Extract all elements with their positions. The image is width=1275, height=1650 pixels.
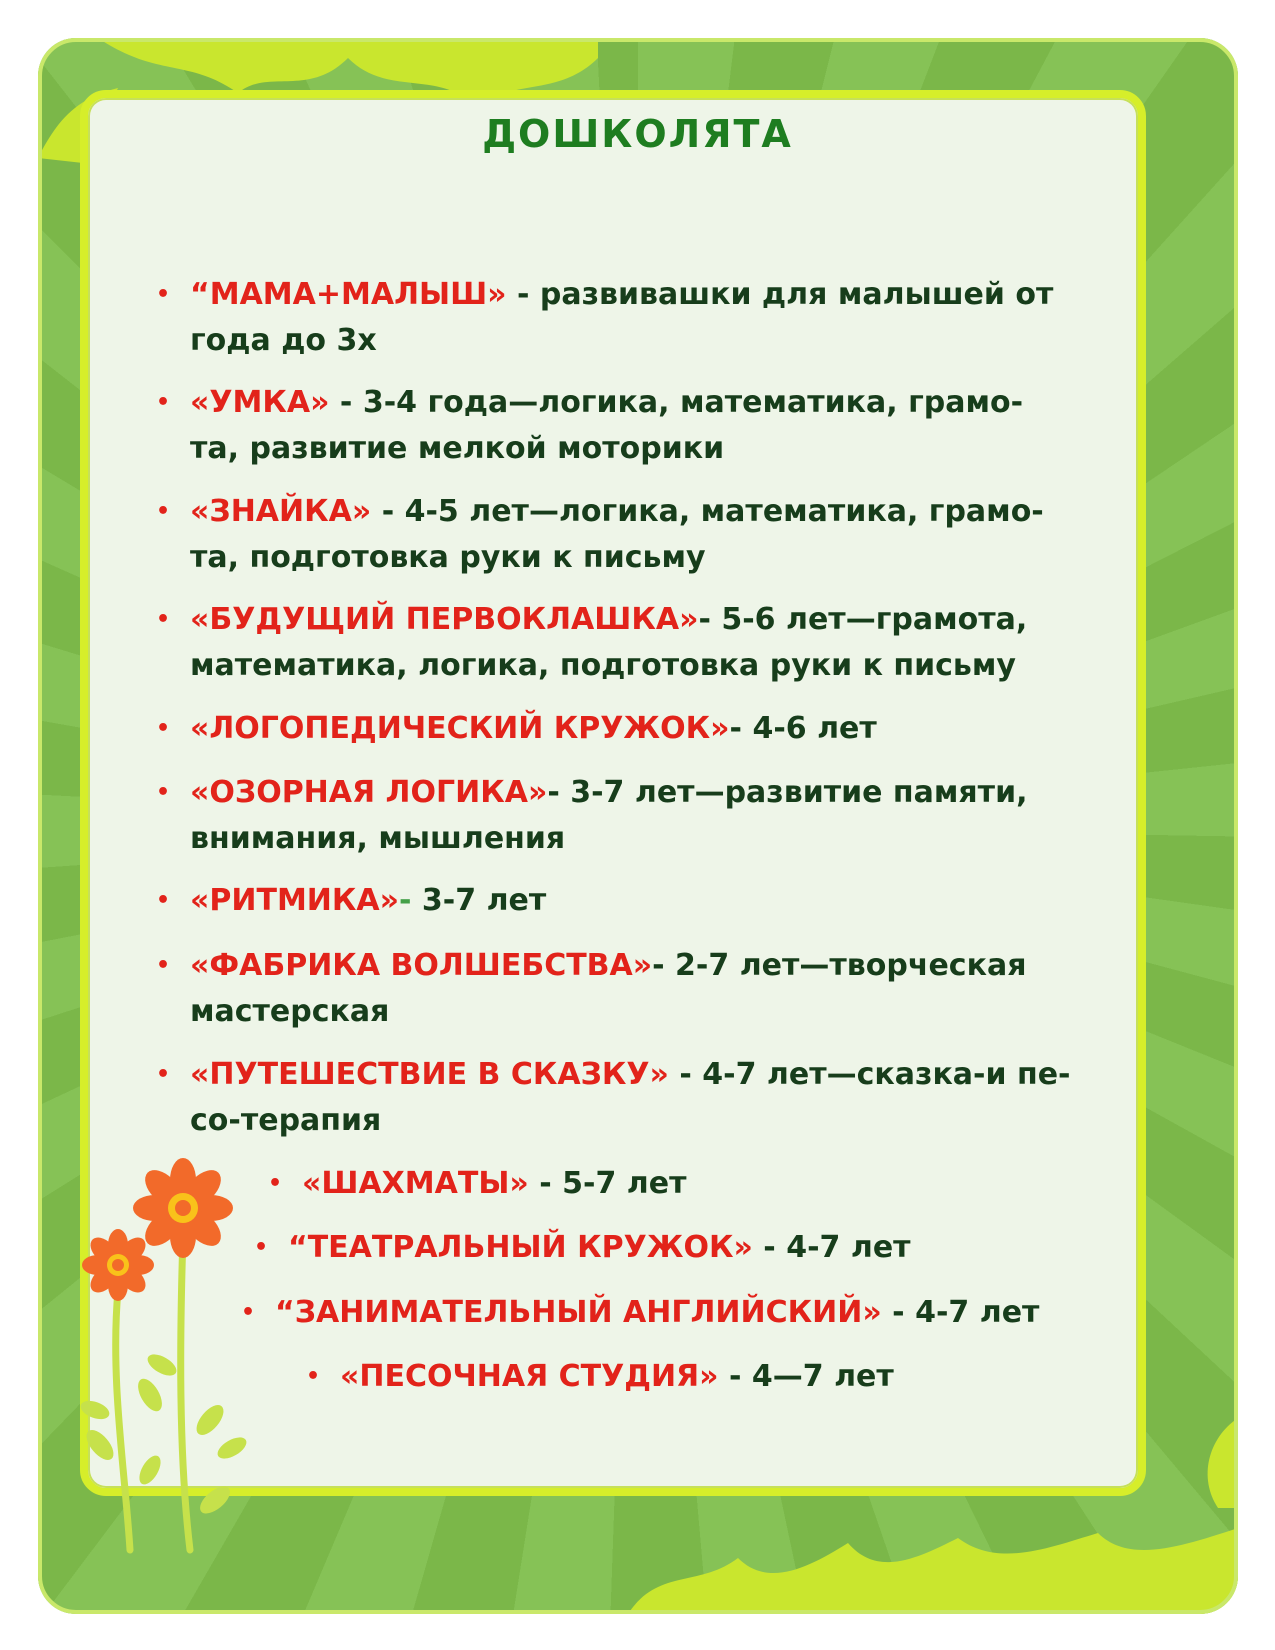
activity-dash: - [399,883,412,918]
activity-details-cont: математика, логика, подготовка руки к письму [190,648,1016,683]
bullet-icon: • [268,1171,283,1196]
list-item [156,272,1054,364]
leaf-icon [1208,1418,1238,1508]
activity-details: - 4-6 лет [729,711,877,746]
activity-details-cont: та, подготовка руки к письму [190,540,706,575]
activity-details-cont: года до 3х [190,323,377,358]
activity-details: - 4-7 лет [881,1295,1040,1330]
leaf-icon [628,1528,1238,1614]
activity-details: - 2-7 лет—творческая [652,948,1027,983]
activity-details-cont: со-терапия [190,1103,382,1138]
bullet-icon: • [156,780,171,805]
bullet-icon: • [156,607,171,632]
bullet-icon: • [156,953,171,978]
page-title: ДОШКОЛЯТА [482,112,793,156]
list-item [241,1290,1040,1336]
list-item [156,489,1044,581]
activity-name: «ОЗОРНАЯ ЛОГИКА» [190,775,548,810]
list-item [254,1225,911,1271]
activity-details-cont: мастерская [190,994,390,1029]
activity-details: - 3-4 года—логика, математика, грамо- [329,385,1024,420]
activity-details: - 5-6 лет—грамота, [698,602,1028,637]
activity-details: - 4-7 лет [752,1230,911,1265]
bullet-icon: • [306,1364,321,1389]
bullet-icon: • [156,888,171,913]
activity-details: - развивашки для малышей от [506,277,1054,312]
activity-details: 3-7 лет [411,883,547,918]
list-item [156,943,1027,1035]
activity-name: “МАМА+МАЛЫШ» [190,277,507,312]
bullet-icon: • [156,390,171,415]
activity-details-cont: та, развитие мелкой моторики [190,431,725,466]
activity-details-cont: внимания, мышления [190,821,566,856]
list-item [156,1052,1071,1144]
list-item [268,1161,687,1207]
list-item [156,878,547,924]
list-item [156,597,1028,689]
bullet-icon: • [156,716,171,741]
bullet-icon: • [156,1062,171,1087]
activity-name: «ФАБРИКА ВОЛШЕБСТВА» [190,948,653,983]
list-item [156,380,1024,472]
list-item [156,770,1028,862]
bullet-icon: • [254,1235,269,1260]
activity-name: «ЛОГОПЕДИЧЕСКИЙ КРУЖОК» [190,711,730,746]
bullet-icon: • [156,499,171,524]
activity-details: - 5-7 лет [528,1166,687,1201]
activity-name: «РИТМИКА» [190,883,400,918]
activity-name: “ЗАНИМАТЕЛЬНЫЙ АНГЛИЙСКИЙ» [275,1295,882,1330]
activity-details: - 4-7 лет—сказка-и пе- [668,1057,1071,1092]
activity-details: - 3-7 лет—развитие памяти, [547,775,1028,810]
list-item [156,706,877,752]
activity-details: - 4-5 лет—логика, математика, грамо- [371,494,1044,529]
activity-name: «ПУТЕШЕСТВИЕ В СКАЗКУ» [190,1057,669,1092]
activity-name: «БУДУЩИЙ ПЕРВОКЛАШКА» [190,602,699,637]
activity-name: «ПЕСОЧНАЯ СТУДИЯ» [340,1359,719,1394]
list-item [306,1354,894,1400]
bullet-icon: • [241,1300,256,1325]
activity-name: «УМКА» [190,385,330,420]
activity-details: - 4—7 лет [718,1359,894,1394]
bullet-icon: • [156,282,171,307]
activity-name: “ТЕАТРАЛЬНЫЙ КРУЖОК» [288,1230,753,1265]
activity-name: «ЗНАЙКА» [190,494,372,529]
activity-name: «ШАХМАТЫ» [302,1166,529,1201]
